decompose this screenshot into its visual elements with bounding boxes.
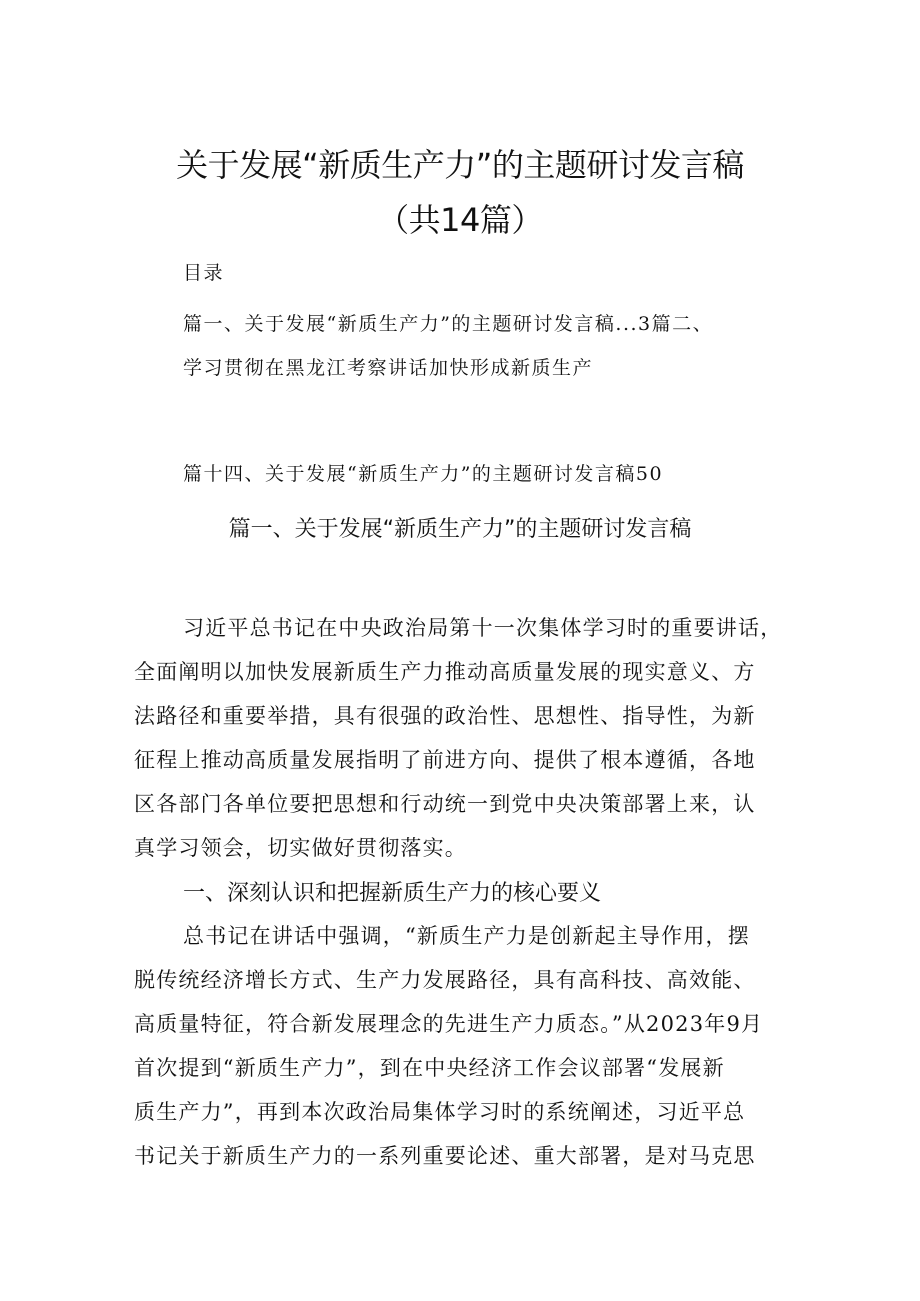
paragraph-line: 全面阐明以加快发展新质生产力推动高质量发展的现实意义、方 <box>134 660 756 684</box>
paragraph-line: 书记关于新质生产力的一系列重要论述、重大部署，是对马克思 <box>134 1144 756 1168</box>
paragraph-line: 总书记在讲话中强调，“新质生产力是创新起主导作用，摆 <box>183 924 750 948</box>
toc-line: 学习贯彻在黑龙江考察讲话加快形成新质生产 <box>183 357 594 379</box>
paragraph-line: 真学习领会，切实做好贯彻落实。 <box>134 836 467 860</box>
paragraph-line: 法路径和重要举措，具有很强的政治性、思想性、指导性，为新 <box>134 704 756 728</box>
toc-line: 篇一、关于发展“新质生产力”的主题研讨发言稿...3篇二、 <box>183 313 714 335</box>
paragraph-line: 高质量特征，符合新发展理念的先进生产力质态。”从2023年9月 <box>134 1012 764 1036</box>
paragraph-line: 脱传统经济增长方式、生产力发展路径，具有高科技、高效能、 <box>134 968 756 992</box>
paragraph-line: 首次提到“新质生产力”，到在中央经济工作会议部署“发展新 <box>134 1056 725 1080</box>
toc-label: 目录 <box>183 262 225 284</box>
section-heading: 篇一、关于发展“新质生产力”的主题研讨发言稿 <box>228 517 692 542</box>
paragraph-line: 习近平总书记在中央政治局第十一次集体学习时的重要讲话， <box>183 616 783 640</box>
toc-line: 篇十四、关于发展“新质生产力”的主题研讨发言稿50 <box>183 463 664 485</box>
paragraph-line: 区各部门各单位要把思想和行动统一到党中央决策部署上来，认 <box>134 792 756 816</box>
document-title-count: （共14篇） <box>377 201 543 239</box>
paragraph-line: 征程上推动高质量发展指明了前进方向、提供了根本遵循，各地 <box>134 748 756 772</box>
subheading: 一、深刻认识和把握新质生产力的核心要义 <box>183 881 602 906</box>
document-title: 关于发展“新质生产力”的主题研讨发言稿 <box>176 146 744 184</box>
paragraph-line: 质生产力”，再到本次政治局集体学习时的系统阐述，习近平总 <box>134 1100 746 1124</box>
